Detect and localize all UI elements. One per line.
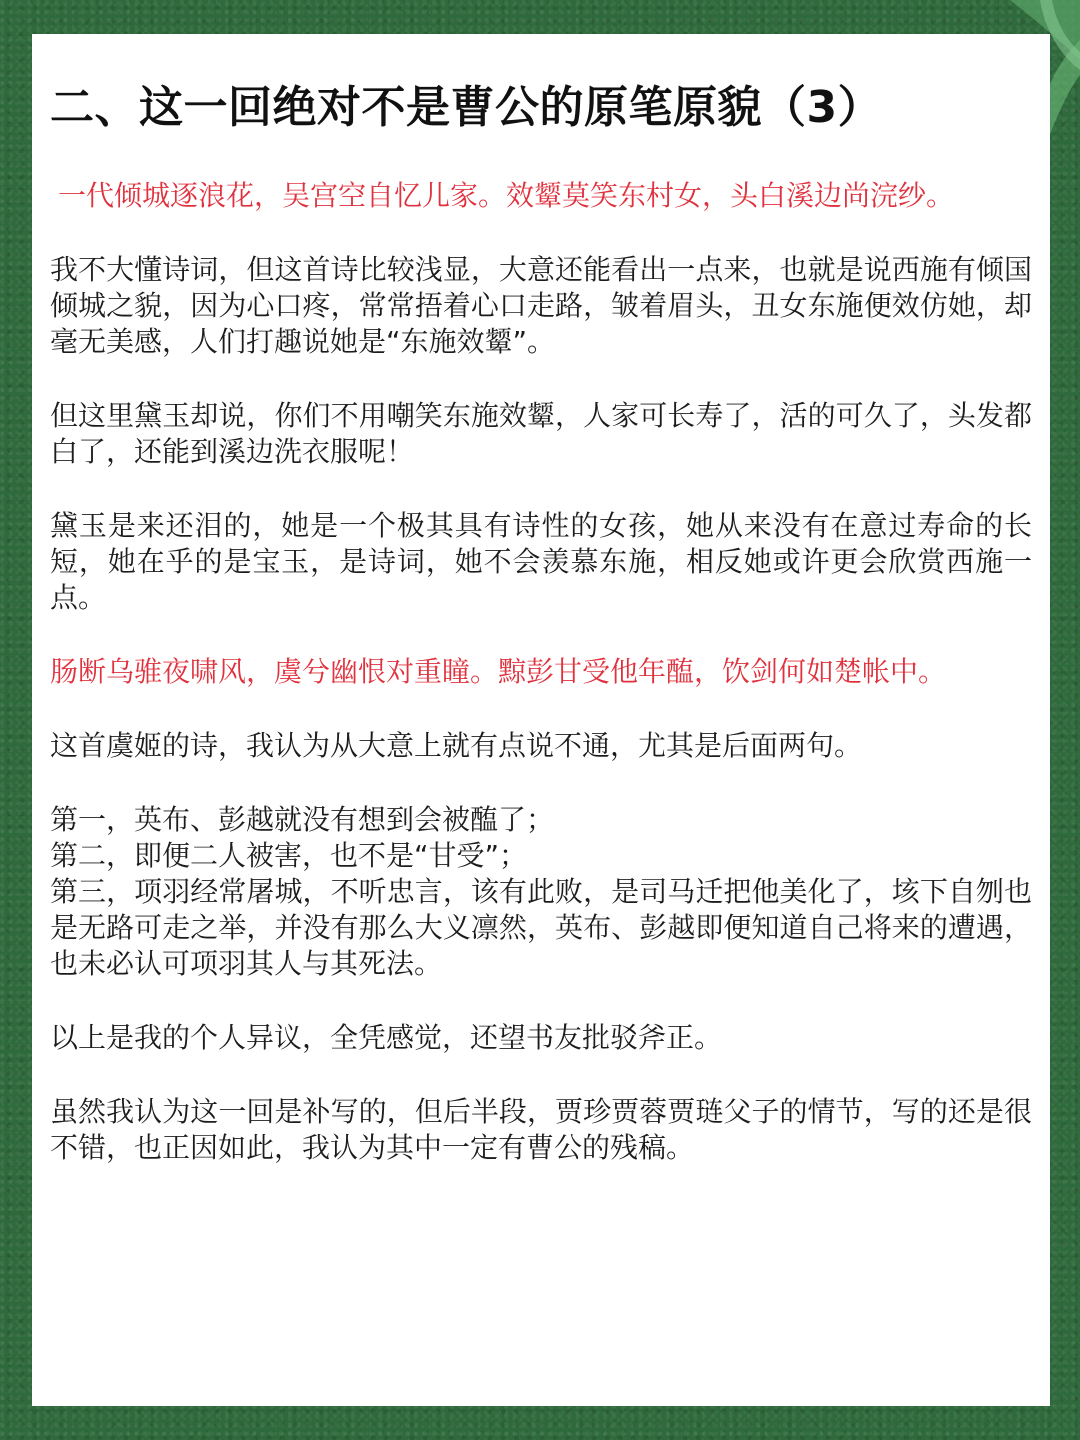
paragraph-5: 以上是我的个人异议，全凭感觉，还望书友批驳斧正。 [50, 1021, 723, 1054]
paragraph-1: 我不大懂诗词，但这首诗比较浅显，大意还能看出一点来，也就是说西施有倾国倾城之貌，因为心口疼，常常捂着心口走路，皱着眉头，丑女东施便效仿她，却毫无美感，人们打趣说她是“东施效颦”。 [50, 253, 1032, 358]
point-1: 第一，英布、彭越就没有想到会被醢了； [50, 803, 555, 836]
article-title: 二、这一回绝对不是曹公的原笔原貌（3） [50, 82, 883, 133]
paragraph-4: 这首虞姬的诗，我认为从大意上就有点说不通，尤其是后面两句。 [50, 729, 863, 762]
poem-xishi: 一代倾城逐浪花，吴宫空自忆儿家。效颦莫笑东村女，头白溪边尚浣纱。 [58, 179, 955, 212]
paragraph-6: 虽然我认为这一回是补写的，但后半段，贾珍贾蓉贾琏父子的情节，写的还是很不错，也正因如此，我认为其中一定有曹公的残稿。 [50, 1095, 1032, 1164]
poem-yuji: 肠断乌骓夜啸风，虞兮幽恨对重瞳。黥彭甘受他年醢，饮剑何如楚帐中。 [50, 655, 947, 688]
paragraph-3: 黛玉是来还泪的，她是一个极其具有诗性的女孩，她从来没有在意过寿命的长短，她在乎的是宝玉，是诗词，她不会羡慕东施，相反她或许更会欣赏西施一点。 [50, 509, 1032, 614]
point-2: 第二，即便二人被害，也不是“甘受”； [50, 839, 528, 872]
article-card [32, 34, 1050, 1406]
points-list [50, 802, 1032, 982]
paragraph-2: 但这里黛玉却说，你们不用嘲笑东施效颦，人家可长寿了，活的可久了，头发都白了，还能到溪边洗衣服呢！ [50, 399, 1032, 468]
point-3: 第三，项羽经常屠城，不听忠言，该有此败，是司马迁把他美化了，垓下自刎也是无路可走之举，并没有那么大义凛然，英布、彭越即便知道自己将来的遭遇，也未必认可项羽其人与其死法。 [50, 875, 1032, 980]
